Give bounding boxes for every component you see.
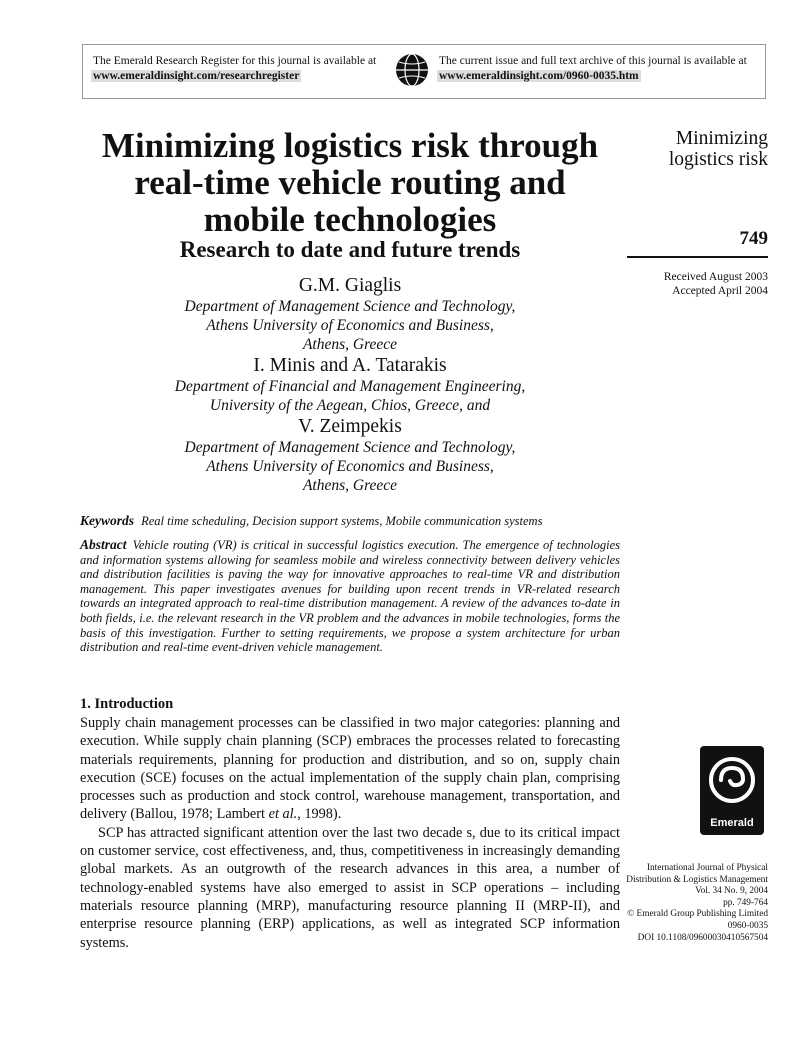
author-name: I. Minis and A. Tatarakis	[253, 355, 447, 376]
journal-info-line: DOI 10.1108/09600030410567504	[637, 932, 768, 943]
paragraph	[80, 714, 620, 824]
full-text-archive-link[interactable]: www.emeraldinsight.com/0960-0035.htm	[439, 70, 639, 82]
journal-info-line: Vol. 34 No. 9, 2004	[695, 886, 768, 897]
journal-info-line: International Journal of Physical	[646, 863, 768, 873]
emerald-logo	[700, 746, 764, 835]
emerald-swirl-icon	[708, 754, 756, 806]
journal-info-line: 0960-0035	[727, 920, 768, 931]
access-header-box	[82, 44, 766, 99]
article-subtitle: Research to date and future trends	[179, 237, 521, 262]
keywords	[80, 513, 620, 529]
full-text-archive-text: The current issue and full text archive of this journal is available at	[439, 55, 747, 67]
research-register-note	[93, 54, 376, 84]
full-text-archive-note	[439, 54, 747, 84]
abstract-label: Abstract	[80, 537, 127, 552]
citation-et-al: et al.	[268, 806, 298, 823]
author-affiliation: Athens, Greece	[302, 477, 398, 494]
keywords-text: Real time scheduling, Decision support systems, Mobile communication systems	[141, 514, 543, 528]
abstract-text: Vehicle routing (VR) is critical in successful logistics execution. The emergence of technologies and information systems allowing for seamless mobile and wireless connectivity between delivery vehicles and distribution facilities is paving the way for innovative approaches to real-time VR and distribution management. This paper investigates avenues for building upon recent trends in VR-related research towards an integrated approach to real-time distribution management. A review of the advances to-date in both fields, i.e. the relevant research in the VR problem and the advances in mobile technologies, forms the basis of this investigation. Further to setting requirements, we propose a system architecture for urban distribution and real-time event-driven vehicle management.	[80, 538, 620, 655]
paragraph: SCP has attracted significant attention over the last two decade s, due to its critical impact on customer service, cost effectiveness, and, thus, competitiveness in increasingly demanding global markets. As an outgrowth of the research advances in this area, a number of technology-enabled systems have also emerged to assist in SCP operations – including materials resource planning (MRP), manufacturing resource planning II (MRP-II), and enterprise resource planning (ERP) applications, as well as integrated SCP information systems.	[80, 824, 620, 951]
author-name: V. Zeimpekis	[298, 416, 402, 437]
title-line: Minimizing logistics risk through	[101, 126, 599, 165]
running-title-line: logistics risk	[668, 149, 768, 170]
received-date: Received August 2003	[663, 271, 768, 283]
accepted-date: Accepted April 2004	[672, 285, 768, 297]
author-affiliation: Department of Financial and Management Engineering,	[174, 378, 526, 395]
journal-info-line: © Emerald Group Publishing Limited	[627, 909, 768, 920]
author-affiliation: University of the Aegean, Chios, Greece, and	[209, 397, 491, 414]
abstract	[80, 538, 620, 655]
submission-dates	[630, 270, 768, 298]
journal-info-line: pp. 749-764	[723, 897, 768, 908]
research-register-link[interactable]: www.emeraldinsight.com/researchregister	[93, 70, 300, 82]
research-register-text: The Emerald Research Register for this journal is available at	[93, 55, 377, 67]
author-affiliation: Department of Management Science and Technology,	[184, 439, 516, 456]
side-divider	[627, 256, 768, 258]
title-line: mobile technologies	[203, 200, 497, 239]
paragraph-text: , 1998).	[297, 806, 342, 823]
page-number: 749	[739, 228, 768, 249]
body-text	[80, 714, 620, 952]
journal-info	[612, 863, 768, 944]
author-affiliation: Athens, Greece	[302, 336, 398, 353]
keywords-label: Keywords	[80, 513, 134, 528]
journal-info-line: Distribution & Logistics Management	[626, 874, 768, 885]
author-affiliation: Athens University of Economics and Business,	[206, 458, 494, 475]
article-title	[80, 127, 620, 238]
author-name: G.M. Giaglis	[298, 275, 402, 296]
running-title-line: Minimizing	[675, 128, 768, 149]
author-affiliation: Athens University of Economics and Business,	[206, 317, 494, 334]
author-affiliation: Department of Management Science and Technology,	[184, 298, 516, 315]
title-line: real-time vehicle routing and	[134, 163, 566, 202]
paragraph-text: Supply chain management processes can be classified in two major categories: planning and execution. While supply chain planning (SCP) embraces the processes related to forecasting materials requirements, planning for production and distribution, and so on, supply chain execution (SCE) focuses on the actual implementation of the supply chain plan, comprising processes such as production and stock control, warehouse management, transportation, and delivery (Ballou, 1978; Lambert	[80, 715, 620, 823]
author-block	[80, 274, 620, 495]
globe-icon	[395, 53, 429, 87]
running-title	[630, 128, 768, 170]
section-heading: 1. Introduction	[80, 696, 174, 712]
emerald-logo-label: Emerald	[710, 817, 754, 829]
